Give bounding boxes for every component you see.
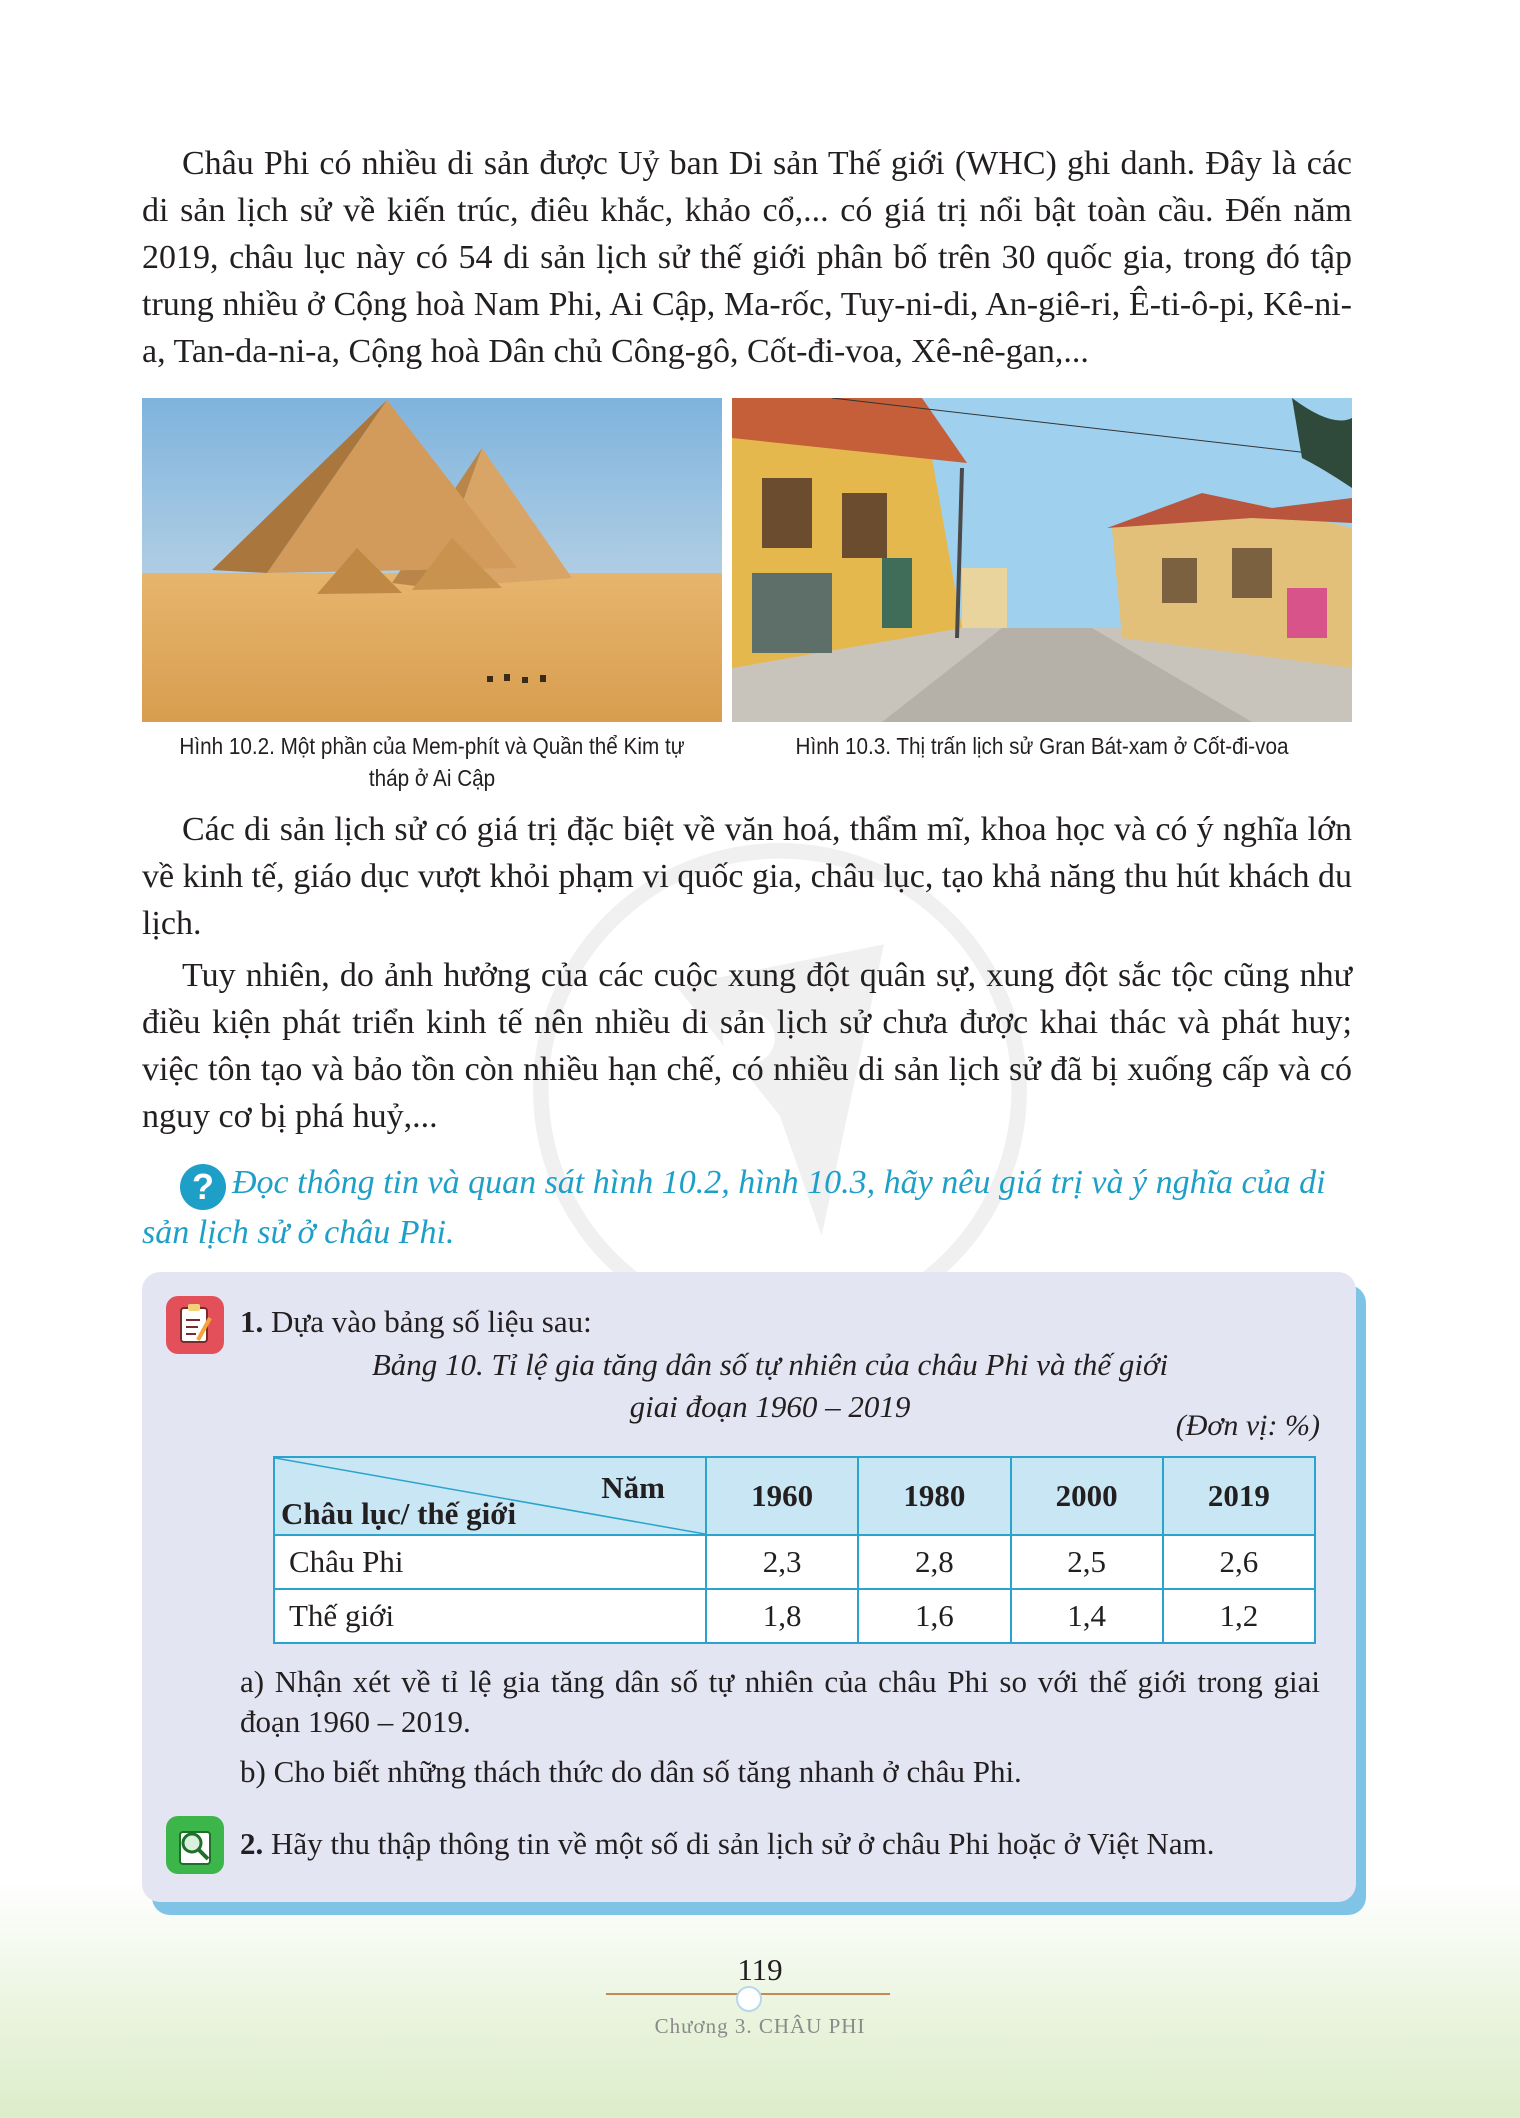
question-text: Đọc thông tin và quan sát hình 10.2, hình 10.3, hãy nêu giá trị và ý nghĩa của di sản lịch sử ở châu Phi. bbox=[142, 1164, 1326, 1251]
intro-paragraph: Châu Phi có nhiều di sản được Uỷ ban Di sản Thế giới (WHC) ghi danh. Đây là các di sản lịch sử về kiến trúc, điêu khắc, khảo cổ,... có giá trị nổi bật toàn cầu. Đến năm 2019, châu lục này có 54 di sản lịch sử thế giới phân bố trên 30 quốc gia, trong đó tập trung nhiều ở Cộng hoà Nam Phi, Ai Cập, Ma-rốc, Tuy-ni-di, An-giê-ri, Ê-ti-ô-pi, Kê-ni-a, Tan-da-ni-a, Cộng hoà Dân chủ Công-gô, Cốt-đi-voa, Xê-nê-gan,... bbox=[142, 145, 1352, 370]
population-growth-table bbox=[273, 1456, 1316, 1644]
globe-icon bbox=[736, 1986, 762, 2012]
question-prompt bbox=[142, 1160, 1352, 1256]
table-title-line-2: giai đoạn 1960 – 2019 bbox=[629, 1389, 911, 1424]
year-header: 2000 bbox=[1011, 1457, 1163, 1535]
value-paragraph: Các di sản lịch sử có giá trị đặc biệt về văn hoá, thẩm mĩ, khoa học và có ý nghĩa lớn về kinh tế, giáo dục vượt khỏi phạm vi quốc gia, châu lục, tạo khả năng thu hút khách du lịch. bbox=[142, 811, 1352, 942]
activity-item-1: 1. Dựa vào bảng số liệu sau: bbox=[240, 1304, 592, 1339]
table-row bbox=[274, 1535, 1315, 1589]
table-header-row bbox=[274, 1457, 1315, 1535]
year-header-label: Năm bbox=[601, 1470, 665, 1505]
clipboard-icon bbox=[166, 1296, 224, 1354]
figure-10-3-caption: Hình 10.3. Thị trấn lịch sử Gran Bát-xam ở Cốt-đi-voa bbox=[795, 733, 1289, 759]
table-cell: 1,4 bbox=[1011, 1589, 1163, 1643]
region-header-label: Châu lục/ thế giới bbox=[281, 1496, 517, 1531]
table-corner-cell bbox=[274, 1457, 706, 1535]
row-label: Thế giới bbox=[274, 1589, 706, 1643]
activity-item-2: 2. Hãy thu thập thông tin về một số di sản lịch sử ở châu Phi hoặc ở Việt Nam. bbox=[240, 1826, 1215, 1861]
table-cell: 1,6 bbox=[858, 1589, 1010, 1643]
table-cell: 2,8 bbox=[858, 1535, 1010, 1589]
table-unit: (Đơn vị: %) bbox=[1175, 1409, 1320, 1442]
year-header: 2019 bbox=[1163, 1457, 1315, 1535]
table-cell: 1,8 bbox=[706, 1589, 858, 1643]
table-cell: 2,5 bbox=[1011, 1535, 1163, 1589]
year-header: 1960 bbox=[706, 1457, 858, 1535]
pyramids-photo bbox=[142, 398, 722, 722]
question-mark-icon: ? bbox=[180, 1164, 226, 1210]
sub-question-a: a) Nhận xét về tỉ lệ gia tăng dân số tự nhiên của châu Phi so với thế giới trong giai đoạn 1960 – 2019. bbox=[240, 1664, 1320, 1739]
table-row bbox=[274, 1589, 1315, 1643]
page-number: 119 bbox=[737, 1952, 783, 1987]
row-label: Châu Phi bbox=[274, 1535, 706, 1589]
challenges-paragraph: Tuy nhiên, do ảnh hưởng của các cuộc xung đột quân sự, xung đột sắc tộc cũng như điều kiện phát triển kinh tế nên nhiều di sản lịch sử chưa được khai thác và phát huy; việc tôn tạo và bảo tồn còn nhiều hạn chế, có nhiều di sản lịch sử đã bị xuống cấp và có nguy cơ bị phá huỷ,... bbox=[142, 957, 1352, 1135]
grand-bassam-photo bbox=[732, 398, 1352, 722]
figure-10-2-caption: Hình 10.2. Một phần của Mem-phít và Quần thể Kim tự tháp ở Ai Cập bbox=[179, 733, 685, 791]
table-cell: 2,3 bbox=[706, 1535, 858, 1589]
table-cell: 1,2 bbox=[1163, 1589, 1315, 1643]
magnifier-icon bbox=[166, 1816, 224, 1874]
year-header: 1980 bbox=[858, 1457, 1010, 1535]
table-title-line-1: Bảng 10. Tỉ lệ gia tăng dân số tự nhiên của châu Phi và thế giới bbox=[371, 1347, 1169, 1382]
sub-question-b: b) Cho biết những thách thức do dân số tăng nhanh ở châu Phi. bbox=[240, 1754, 1022, 1789]
table-cell: 2,6 bbox=[1163, 1535, 1315, 1589]
chapter-label: Chương 3. CHÂU PHI bbox=[654, 2014, 866, 2038]
